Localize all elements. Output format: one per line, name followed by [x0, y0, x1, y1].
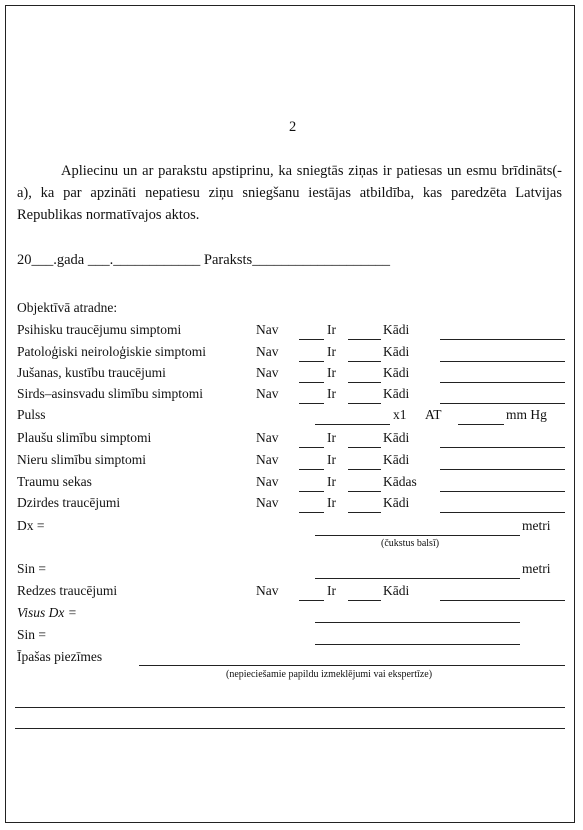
nav-label: Nav: [256, 495, 279, 510]
metri-label: metri: [522, 518, 551, 533]
ir-field-nieru[interactable]: [348, 469, 381, 470]
nav-label: Nav: [256, 452, 279, 467]
kadi-label: Kādi: [383, 430, 410, 445]
note-line-1[interactable]: [15, 707, 565, 708]
ir-label: Ir: [327, 365, 336, 380]
row-label-ipasas-piezimes: Īpašas piezīmes: [17, 649, 103, 664]
ir-label: Ir: [327, 583, 336, 598]
ir-field-patologiski[interactable]: [348, 361, 381, 362]
row-label-psihisku: Psihisku traucējumu simptomi: [17, 322, 182, 337]
kadas-field-traumu[interactable]: [440, 491, 565, 492]
nav-field-jusanas[interactable]: [299, 382, 324, 383]
at-label: AT: [425, 407, 442, 422]
nav-field-dzirdes[interactable]: [299, 512, 324, 513]
at-field[interactable]: [458, 424, 504, 425]
nav-field-nieru[interactable]: [299, 469, 324, 470]
kadi-field-patologiski[interactable]: [440, 361, 565, 362]
ipasas-piezimes-field[interactable]: [139, 665, 565, 666]
ir-field-jusanas[interactable]: [348, 382, 381, 383]
kadi-label: Kādi: [383, 386, 410, 401]
nav-field-redzes[interactable]: [299, 600, 324, 601]
kadi-field-sirds[interactable]: [440, 403, 565, 404]
row-label-dzirdes: Dzirdes traucējumi: [17, 495, 121, 510]
row-label-plausu: Plaušu slimību simptomi: [17, 430, 152, 445]
metri-label: metri: [522, 561, 551, 576]
nav-label: Nav: [256, 583, 279, 598]
kadi-label: Kādi: [383, 495, 410, 510]
cukstus-caption: (čukstus balsī): [381, 538, 440, 549]
row-label-patologiski: Patoloģiski neiroloģiskie simptomi: [17, 344, 206, 359]
nav-label: Nav: [256, 386, 279, 401]
kadi-field-redzes[interactable]: [440, 600, 565, 601]
row-label-sin-vision: Sin =: [17, 627, 46, 642]
ir-label: Ir: [327, 430, 336, 445]
note-line-2[interactable]: [15, 728, 565, 729]
nav-label: Nav: [256, 365, 279, 380]
signature-label: Paraksts: [203, 252, 253, 268]
kadas-label: Kādas: [383, 474, 417, 489]
ir-field-plausu[interactable]: [348, 447, 381, 448]
ir-field-traumu[interactable]: [348, 491, 381, 492]
nav-field-plausu[interactable]: [299, 447, 324, 448]
row-label-pulss: Pulss: [17, 407, 46, 422]
row-label-redzes: Redzes traucējumi: [17, 583, 118, 598]
mmhg-label: mm Hg: [506, 407, 547, 422]
x1-label: x1: [393, 407, 407, 422]
row-label-sin-hearing: Sin =: [17, 561, 46, 576]
ir-field-redzes[interactable]: [348, 600, 381, 601]
ir-label: Ir: [327, 386, 336, 401]
nav-label: Nav: [256, 322, 279, 337]
kadi-label: Kādi: [383, 344, 410, 359]
kadi-field-dzirdes[interactable]: [440, 512, 565, 513]
ir-field-sirds[interactable]: [348, 403, 381, 404]
sin-vision-field[interactable]: [315, 644, 520, 645]
nav-label: Nav: [256, 474, 279, 489]
row-label-visus-dx: Visus Dx =: [17, 605, 77, 620]
statement-paragraph: [17, 160, 562, 226]
kadi-field-nieru[interactable]: [440, 469, 565, 470]
nav-field-sirds[interactable]: [299, 403, 324, 404]
page-number: 2: [289, 119, 297, 135]
kadi-label: Kādi: [383, 365, 410, 380]
papildu-caption: (nepieciešamie papildu izmeklējumi vai ekspertīze): [226, 669, 433, 680]
kadi-label: Kādi: [383, 452, 410, 467]
visus-dx-field[interactable]: [315, 622, 520, 623]
kadi-field-jusanas[interactable]: [440, 382, 565, 383]
kadi-label: Kādi: [383, 583, 410, 598]
ir-field-psihisku[interactable]: [348, 339, 381, 340]
kadi-field-psihisku[interactable]: [440, 339, 565, 340]
statement-text: Apliecinu un ar parakstu apstiprinu, ka sniegtās ziņas ir patiesas un esmu brīdināts(-a), ka par apzināti nepatiesu ziņu sniegšanu iestājas atbildība, kas paredzēta Latvijas Republikas normatīvajos aktos.: [17, 163, 562, 223]
nav-label: Nav: [256, 344, 279, 359]
signature-field: ___________________: [252, 252, 390, 268]
nav-field-patologiski[interactable]: [299, 361, 324, 362]
nav-label: Nav: [256, 430, 279, 445]
sin-hearing-field[interactable]: [315, 578, 520, 579]
ir-label: Ir: [327, 474, 336, 489]
kadi-field-plausu[interactable]: [440, 447, 565, 448]
row-label-dx: Dx =: [17, 518, 45, 533]
dx-field[interactable]: [315, 535, 520, 536]
row-label-traumu: Traumu sekas: [17, 474, 92, 489]
nav-field-psihisku[interactable]: [299, 339, 324, 340]
section-title: Objektīvā atradne:: [17, 300, 118, 315]
nav-field-traumu[interactable]: [299, 491, 324, 492]
ir-label: Ir: [327, 452, 336, 467]
row-label-jusanas: Jušanas, kustību traucējumi: [17, 365, 166, 380]
kadi-label: Kādi: [383, 322, 410, 337]
row-label-sirds: Sirds–asinsvadu slimību simptomi: [17, 386, 204, 401]
row-label-nieru: Nieru slimību simptomi: [17, 452, 147, 467]
ir-label: Ir: [327, 344, 336, 359]
ir-label: Ir: [327, 495, 336, 510]
ir-label: Ir: [327, 322, 336, 337]
pulss-field[interactable]: [315, 424, 390, 425]
date-signature-line[interactable]: 20___.gada ___.____________ Paraksts___________________: [17, 252, 390, 268]
ir-field-dzirdes[interactable]: [348, 512, 381, 513]
